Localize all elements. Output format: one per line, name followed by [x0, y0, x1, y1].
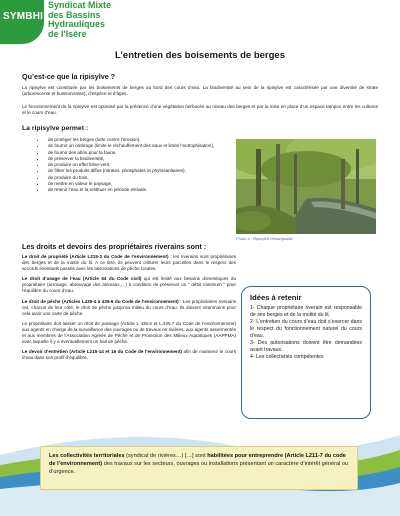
callout-bold: habilitées pour entreprendre (Article L211-7 du code de l’environnement): [49, 453, 346, 467]
paragraph-text: : Les propriétaires riverains ont, chacun de leur côté, le droit de pêche jusqu’au milieu du cours d’eau. Ils doivent néanmoins pour cela avoir une carte de pêche.: [22, 298, 236, 316]
right-fishing-paragraph: [22, 299, 236, 317]
list-item: • de filtrer les produits diffus (nitrates, phosphates et phytosanitaires),: [46, 168, 246, 174]
list-item: • de fournir des abris pour la faune,: [46, 150, 246, 156]
list-item: • de produire un effet brise-vent,: [46, 162, 246, 168]
key-idea-item: 1- Chaque propriétaire riverain est responsable de ses berges et de la moitié du lit.: [250, 305, 362, 318]
logo-organization-name: [48, 1, 111, 39]
paragraph-text: : les riverains sont propriétaires des berges et de la moitié du lit. A ce titre, ils peuvent clôturer leurs parcelles dans le respect des accords éventuels passés avec les associations de pêche locales.: [22, 254, 236, 272]
key-idea-item: 2- L’entretien du cours d’eau doit s’exercer dans le respect du fonctionnement naturel du cours d’eau.: [250, 319, 362, 339]
paragraph-bold-lead: Le droit d’usage de l’eau (Article 64 du Code civil): [22, 276, 142, 282]
riverbank-forest-photo: [236, 139, 376, 234]
key-ideas-title: Idées à retenir: [250, 293, 302, 302]
key-idea-item: 3- Des autorisations doivent être demandées avant travaux.: [250, 340, 362, 353]
paragraph-bold-lead: Le droit de propriété (Article L215-2 du Code de l’environnement): [22, 254, 169, 259]
right-water-use-paragraph: [22, 276, 236, 294]
paragraph-text: Le propriétaire doit laisser un droit de passage (Article L 435.6 et L.435.7 du Code de l’environnement) aux agents en charge de la surveillance des ouvrages ou de travaux en rivières, aux agents assermentés et aux membres de l’Association Agréée de Pêche et de Protection des Milieux Aquatiques (AAPPMA) avec laquelle il y a éventuellement un bail de pêche.: [22, 320, 236, 345]
legal-callout-box: [40, 446, 358, 490]
paragraph-bold-lead: Le droit de pêche (Articles L435-4 à 435-6 du Code de l’environnement): [22, 298, 179, 304]
key-idea-item: 4- Les collectivités compétentes: [250, 354, 324, 360]
list-item: • de protéger les berges (lutte contre l’érosion),: [46, 137, 246, 143]
ripisylve-definition-paragraph: La ripisylve est constituée par les boisements de berges au bord des cours d’eau. La biodiversité au sein de la ripisylve est caractérisée par une diversité de strate (arborescente et buissonnante), d’espèce et d’âges.: [22, 85, 378, 97]
paragraph-bold-lead: Le devoir d’entretien (Article L215-14 et 16 du Code de l’environnement): [22, 349, 182, 355]
list-item: • de fournir un ombrage (limite le réchauffement des eaux et limite l’eutrophisation),: [46, 143, 246, 149]
paragraph-text: qui est limité aux besoins domestiques du propriétaire (arrosage, abreuvage des animaux,…) à condition de préserver un " débit minimum " pour l’équilibre du cours d’eau.: [22, 276, 236, 294]
key-ideas-box: [241, 286, 371, 419]
logo-badge: [0, 0, 44, 44]
logo-name-line: Syndicat Mixte: [48, 0, 112, 10]
page-title: L’entretien des boisements de berges: [115, 50, 285, 61]
section-heading-ripisylve: Qu’est-ce que la ripisylve ?: [22, 72, 116, 81]
logo-name-line: de l'Isère: [48, 28, 87, 39]
benefits-list: [28, 137, 246, 194]
logo-badge-text: SYMBHI: [3, 11, 44, 22]
section-heading-rights-duties: Les droits et devoirs des propriétaires riverains sont :: [22, 242, 207, 251]
photo-caption: Photo 1 : Ripisylve remarquable: [236, 236, 293, 241]
callout-span: (syndicat de rivières…) […] sont: [124, 453, 208, 459]
callout-text: [49, 452, 349, 476]
paragraph-text: afin de maintenir le cours d’eau dans son profil d’équilibre.: [22, 349, 236, 361]
section-heading-benefits: La ripisylve permet :: [22, 125, 89, 132]
list-item: • de produire du bois,: [46, 175, 246, 181]
logo-name-line: des Bassins: [48, 9, 101, 20]
callout-bold: Les collectivités territoriales: [49, 453, 125, 459]
rights-duties-column: [22, 254, 236, 365]
right-ownership-paragraph: [22, 254, 236, 272]
right-of-way-paragraph: [22, 321, 236, 345]
callout-span: des travaux sur les secteurs, ouvrages ou installations présentant un caractère d’intérêt général ou d’urgence.: [49, 461, 349, 475]
duty-maintenance-paragraph: [22, 349, 236, 361]
symbhi-logo: [0, 0, 118, 46]
list-item: • de mettre en valeur le paysage,: [46, 181, 246, 187]
ripisylve-function-paragraph: Le fonctionnement de la ripisylve est optimisé par la présence d’une végétation herbacée au niveau des berges et par la mise en place d’un espace tampon entre les cultures et le cours d’eau.: [22, 104, 378, 116]
list-item: • de préserver la biodiversité,: [46, 156, 246, 162]
logo-name-line: Hydrauliques: [48, 19, 106, 29]
list-item: • de retenir l’eau et la restituer en période estivale.: [46, 187, 246, 193]
